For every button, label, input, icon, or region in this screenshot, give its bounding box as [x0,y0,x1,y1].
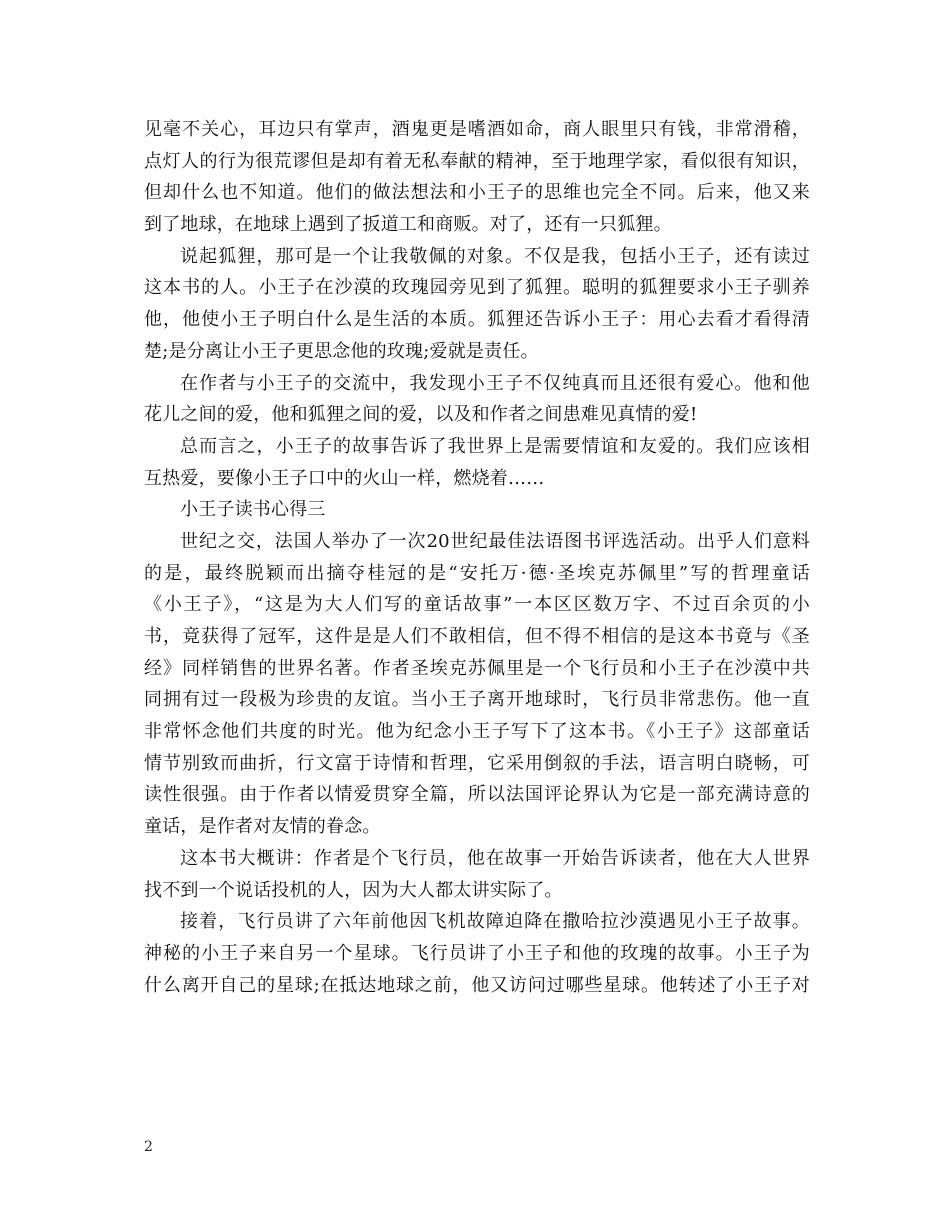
text-line: 花儿之间的爱，他和狐狸之间的爱，以及和作者之间患难见真情的爱! [144,404,698,426]
text-line: 《小王子》，“这是为大人们写的童话故事”一本区区数万字、不过百余页的小 [144,594,810,616]
text-line: 什么离开自己的星球;在抵达地球之前，他又访问过哪些星球。他转述了小王子对 [144,974,810,996]
text-line: 他，他使小王子明白什么是生活的本质。狐狸还告诉小王子：用心去看才看得清 [144,309,810,331]
text-line: 童话，是作者对友情的眷念。 [144,816,381,838]
text-line: 点灯人的行为很荒谬但是却有着无私奉献的精神，至于地理学家，看似很有知识， [144,150,810,172]
text-line: 总而言之，小王子的故事告诉了我世界上是需要情谊和友爱的。我们应该相 [180,435,810,457]
text-line: 楚;是分离让小王子更思念他的玫瑰;爱就是责任。 [144,340,539,362]
text-line: 世纪之交，法国人举办了一次20世纪最佳法语图书评选活动。出乎人们意料 [180,530,810,552]
text-line: 非常怀念他们共度的时光。他为纪念小王子写下了这本书。《小王子》这部童话 [144,721,810,743]
text-line: 找不到一个说话投机的人，因为大人都太讲实际了。 [144,879,563,901]
text-line: 但却什么也不知道。他们的做法想法和小王子的思维也完全不同。后来，他又来 [144,182,810,204]
document-body [144,114,810,1001]
page-number: 2 [144,1139,153,1155]
text-line: 见毫不关心，耳边只有掌声，酒鬼更是嗜酒如命，商人眼里只有钱，非常滑稽， [144,119,810,140]
text-line: 的是，最终脱颖而出摘夺桂冠的是“安托万·德·圣埃克苏佩里”写的哲理童话 [144,562,810,584]
text-line: 读性很强。由于作者以情爱贯穿全篇，所以法国评论界认为它是一部充满诗意的 [144,784,810,806]
text-line: 这本书大概讲：作者是个飞行员，他在故事一开始告诉读者，他在大人世界 [180,847,810,869]
text-line: 情节别致而曲折，行文富于诗情和哲理，它采用倒叙的手法，语言明白晓畅，可 [144,752,810,774]
text-line: 这本书的人。小王子在沙漠的玫瑰园旁见到了狐狸。聪明的狐狸要求小王子驯养 [144,277,810,299]
text-line: 小王子读书心得三 [180,499,326,521]
text-line: 说起狐狸，那可是一个让我敬佩的对象。不仅是我，包括小王子，还有读过 [180,245,810,267]
text-line: 经》同样销售的世界名著。作者圣埃克苏佩里是一个飞行员和小王子在沙漠中共 [144,657,810,679]
text-line: 神秘的小王子来自另一个星球。飞行员讲了小王子和他的玫瑰的故事。小王子为 [144,942,810,964]
text-line: 同拥有过一段极为珍贵的友谊。当小王子离开地球时，飞行员非常悲伤。他一直 [144,689,810,711]
text-line: 在作者与小王子的交流中，我发现小王子不仅纯真而且还很有爱心。他和他 [180,372,810,394]
text-line: 书，竟获得了冠军，这件是是人们不敢相信，但不得不相信的是这本书竟与《圣 [144,626,810,647]
text-line: 到了地球，在地球上遇到了扳道工和商贩。对了，还有一只狐狸。 [144,214,672,236]
text-line: 互热爱，要像小王子口中的火山一样，燃烧着…… [144,467,545,489]
text-line: 接着，飞行员讲了六年前他因飞机故障迫降在撒哈拉沙漠遇见小王子故事。 [180,911,810,933]
